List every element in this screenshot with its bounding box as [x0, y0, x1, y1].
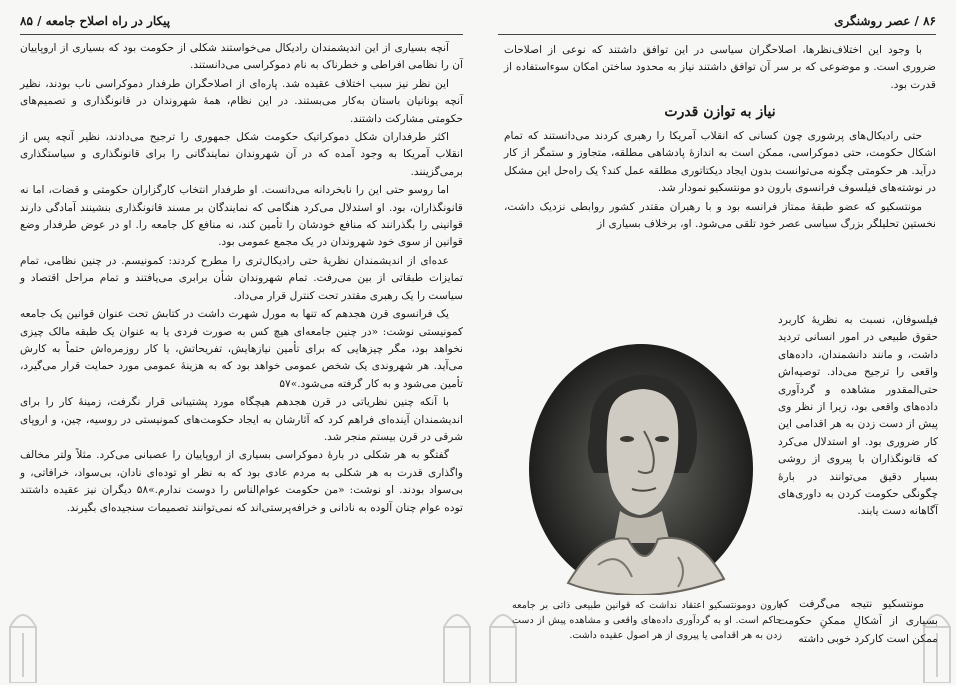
paragraph: فیلسوفان، نسبت به نظریهٔ کاربرد حقوق طبیعی در امور انسانی تردید داشت، و مانند دانشمندان، داده‌های واقعی را ترجیح می‌داد. توصیه‌اش حتی‌المقدور مشاهده و گردآوری داده‌های واقعی بود، زیرا از نظر وی پیش از دست زدن به هر اقدامی این کار ضروری بود. او استدلال می‌کرد که قانونگذاران با پیروی از روشی بسیار دقیق می‌توانند در بارهٔ چگونگی حکومت کردن به داوری‌های آگاهانه دست یابند.: [778, 314, 938, 518]
library-stamp-right: [920, 597, 954, 683]
left-page-header: پیکار در راه اصلاح جامعه / ۸۵: [20, 14, 171, 28]
paragraph: اما روسو حتی این را نابخردانه می‌دانست. او طرفدار انتخاب کارگزاران حکومتی و قضات، اما نه قانونگذاران، بود. او استدلال می‌کرد هنگامی که نمایندگان بر مسند قانونگذاری بنشینند آمادگی دارند قوانینی را بگذرانند که منافع خودشان را تأمین کند، نه منافع کل جامعه را. او در عوض طرفدار وضع قوانین از سوی خود شهروندان در یک مجمع عمومی بود.: [20, 184, 463, 249]
right-intro-text: [504, 42, 936, 95]
library-stamp-left-edge: [440, 597, 474, 683]
right-body-text: [504, 128, 936, 234]
paragraph: مونتسکیو که عضو طبقهٔ ممتاز فرانسه بود و با رهبران مقتدر کشور روابطی نزدیک داشت، نخستین تحلیلگر بزرگ سیاسی عصر خود تلقی می‌شود. او، برخلاف بسیاری از: [504, 200, 936, 231]
paragraph: با وجود این اختلاف‌نظرها، اصلاحگران سیاسی در این توافق داشتند که نوعی از اصلاحات ضروری است. و موضوعی که بر سر آن توافق داشتند نیاز به محدود ساختن امکان سوءاستفاده از قدرت بود.: [504, 44, 936, 91]
header-rule: [20, 34, 463, 35]
library-stamp-left: [6, 597, 40, 683]
paragraph: این نظر نیز سبب اختلاف عقیده شد. پاره‌ای از اصلاحگران طرفدار دموکراسی ناب بودند، نظیر آنچه یونانیان باستان به‌کار می‌بستند. در این نظام، همهٔ شهروندان در قانونگذاری و تصمیم‌های حکومتی مشارکت داشتند.: [20, 77, 463, 125]
right-narrow-column: [778, 312, 938, 522]
header-rule: [498, 34, 936, 35]
paragraph: گفتگو به هر شکلی در بارهٔ دموکراسی بسیاری از اروپاییان را عصبانی می‌کرد. مثلاً ولتر مخالف واگذاری قدرت به هر شکلی به مردم عادی بود که به نظر او توده‌ای نادان، بی‌سواد، خرافاتی، و بی‌سواد بودند. او نوشت: «من حکومت عوام‌الناس را دوست ندارم.»۵۸ دیگران نیز عقیده داشتند توده عوام چنان آلوده به نادانی و خرافه‌پرستی‌اند که نمی‌توانند تصمیمات سنجیده‌ای بگیرند.: [20, 449, 463, 514]
paragraph: با آنکه چنین نظریاتی در قرن هجدهم هیچگاه مورد پشتیبانی قرار نگرفت، زمینهٔ کار را برای اندیشمندان آینده‌ای فراهم کرد که آثارشان به ایجاد حکومت‌های کمونیستی در روسیه، چین، و اروپای شرقی در قرن بیستم منجر شد.: [20, 396, 463, 443]
paragraph: اکثر طرفداران شکل دموکراتیک حکومت شکل جمهوری را ترجیح می‌دادند، نظیر آنچه پس از انقلاب آمریکا به وجود آمده که در آن شهروندان نمایندگانی را برای قانونگذاری و سیاستگذاری برمی‌گزینند.: [20, 131, 463, 178]
right-page-header: ۸۶ / عصر روشنگری: [834, 14, 936, 28]
paragraph: آنچه بسیاری از این اندیشمندان رادیکال می‌خواستند شکلی از حکومت بود که بسیاری از اروپاییان آن را نظامی افراطی و خطرناک به نام دموکراسی می‌دانستند.: [20, 42, 463, 72]
paragraph: حتی رادیکال‌های پرشوری چون کسانی که انقلاب آمریکا را رهبری کردند می‌دانستند که تمام اشکال حکومت، حتی دموکراسی، ممکن است به اندازهٔ پادشاهی مطلقه، متجاوز و ستمگر از کار درآید. هر حکومتی چگونه می‌توانست بدون ایجاد دیکتاتوری مطلقه عمل کند؟ یک راه‌حل این مشکل در نوشته‌های فیلسوف فرانسوی بارون دو مونتسکیو نمودار شد.: [504, 130, 936, 195]
right-bottom-text: [778, 596, 938, 649]
portrait-caption: بارون دومونتسکیو اعتقاد نداشت که قوانین طبیعی ذاتی بر جامعه حاکم است. او به گردآوری داده‌های واقعی و مشاهده پیش از دست زدن به هر اقدامی یا پیروی از هر اصول عقیده داشت.: [512, 600, 782, 641]
paragraph: یک فرانسوی قرن هجدهم که تنها به مورل شهرت داشت در کتابش تحت عنوان قوانین یک جامعه کمونیستی نوشت: «در چنین جامعه‌ای هیچ کس به صورت فردی یا به عنوان یک طبقه مالک چیزی نخواهد بود، مگر چیزهایی که برای تأمین نیازهایش، تفریحاتش، یا کار روزمره‌اش حتماً به کارش می‌آید. هر شهروندی یک شخص عمومی خواهد بود که به هزینهٔ عمومی مورد حمایت قرار می‌گیرد، تأمین می‌شود و به کار گرفته می‌شود.»۵۷: [20, 308, 463, 390]
paragraph: مونتسکیو نتیجه می‌گرفت که بسیاری از اَشکالِ ممکنِ حکومت ممکن است کارکرد خوبی داشته: [778, 598, 938, 645]
section-title: نیاز به توازن قدرت: [664, 104, 776, 120]
paragraph: عده‌ای از اندیشمندان نظریهٔ حتی رادیکال‌تری را مطرح کردند: کمونیسم. در چنین نظامی، تمام تمایزات طبقاتی از بین می‌رفت. تمام شهروندان شأن برابری می‌یافتند و تمام مراحل اقتصاد و سیاست را یک رهبری مقتدر تحت کنترل قرار می‌داد.: [20, 254, 463, 302]
left-body-text: [20, 40, 463, 518]
montesquieu-portrait: [528, 343, 754, 595]
library-stamp-right-edge: [486, 597, 520, 683]
